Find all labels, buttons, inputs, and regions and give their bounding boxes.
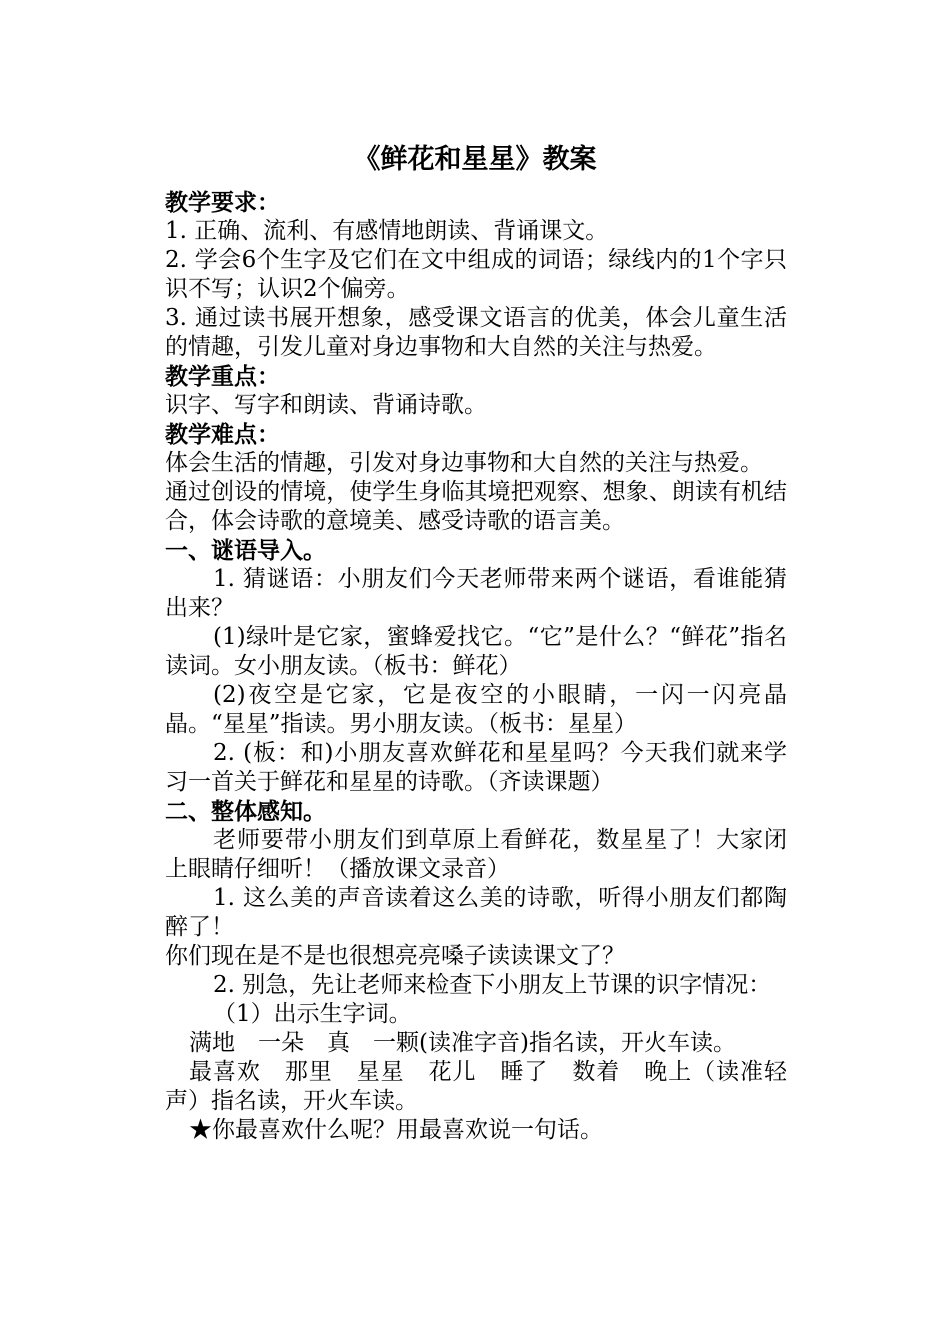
key-points-text: 识字、写字和朗读、背诵诗歌。 — [165, 392, 487, 418]
section1-paragraph: (2)夜空是它家，它是夜空的小眼睛，一闪一闪亮晶晶。“星星”指读。男小朋友读。（板书：星星） — [165, 682, 787, 737]
section2-paragraph: 老师要带小朋友们到草原上看鲜花，数星星了！大家闭上眼睛仔细听！（播放课文录音） — [165, 827, 787, 882]
requirement-item: 1. 正确、流利、有感情地朗读、背诵课文。 — [165, 218, 609, 244]
requirement-item: 2. 学会6个生字及它们在文中组成的词语；绿线内的1个字只识不写；认识2个偏旁。 — [165, 247, 787, 302]
section1-paragraph: (1)绿叶是它家，蜜蜂爱找它。“它”是什么？“鲜花”指名读词。女小朋友读。（板书：鲜花） — [165, 624, 787, 679]
section2-heading: 二、整体感知。 — [165, 798, 326, 825]
document-title: 《鲜花和星星》教案 — [353, 144, 597, 175]
requirements-heading: 教学要求： — [165, 189, 280, 216]
word-list-line: 满地 一朵 真 一颗(读准字音)指名读，开火车读。 — [189, 1030, 736, 1056]
section2-paragraph: 你们现在是不是也很想亮亮嗓子读读课文了？ — [165, 943, 625, 969]
requirement-item: 3. 通过读书展开想象，感受课文语言的优美，体会儿童生活的情趣，引发儿童对身边事物和大自然的关注与热爱。 — [165, 305, 787, 360]
difficulty-item: 体会生活的情趣，引发对身边事物和大自然的关注与热爱。 — [165, 450, 763, 476]
key-points-heading: 教学重点： — [165, 363, 280, 390]
document-body — [165, 188, 787, 1145]
section2-paragraph: （1）出示生字词。 — [213, 1001, 412, 1027]
section1-paragraph: 1. 猜谜语：小朋友们今天老师带来两个谜语，看谁能猜出来？ — [165, 566, 787, 621]
difficulty-item: 通过创设的情境，使学生身临其境把观察、想象、朗读有机结合，体会诗歌的意境美、感受诗歌的语言美。 — [165, 479, 787, 534]
section2-paragraph: 1. 这么美的声音读着这么美的诗歌，听得小朋友们都陶醉了！ — [165, 885, 787, 940]
word-list-line: 最喜欢 那里 星星 花儿 睡了 数着 晚上（读准轻声）指名读，开火车读。 — [165, 1059, 787, 1114]
section1-paragraph: 2. (板：和)小朋友喜欢鲜花和星星吗？今天我们就来学习一首关于鲜花和星星的诗歌。（齐读课题） — [165, 740, 787, 795]
section2-paragraph: 2. 别急，先让老师来检查下小朋友上节课的识字情况： — [213, 972, 772, 998]
section1-heading: 一、谜语导入。 — [165, 537, 326, 564]
difficulties-heading: 教学难点： — [165, 421, 280, 448]
star-prompt: ★你最喜欢什么呢？用最喜欢说一句话。 — [189, 1117, 603, 1143]
